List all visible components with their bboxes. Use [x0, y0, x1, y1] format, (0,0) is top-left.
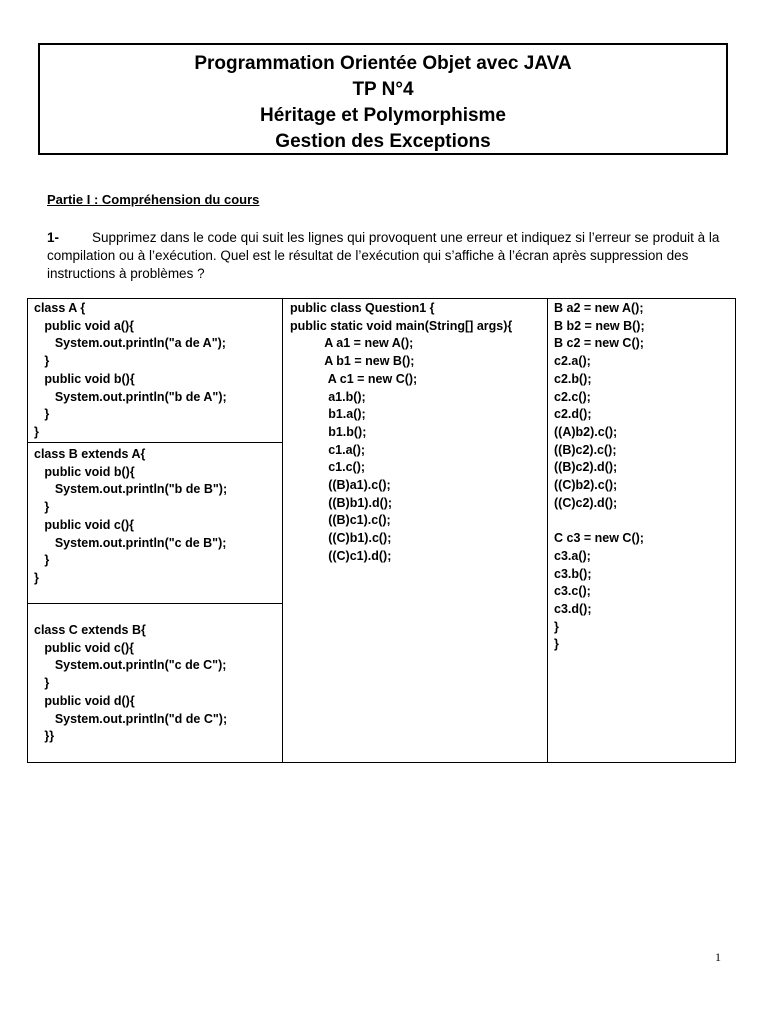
- class-a-cell: [28, 299, 282, 443]
- main-code-part-2: B a2 = new A(); B b2 = new B(); B c2 = new C(); c2.a(); c2.b(); c2.c(); c2.d(); ((A)b2).c(); ((B)c2).c(); ((B)c2).d(); ((C)b2).c(); ((C)c2).d(); C c3 = new C(); c3.a(); c3.b(); c3.c(); c3.d(); } }: [554, 301, 645, 652]
- class-b-code: class B extends A{ public void b(){ System.out.println("b de B"); } public void c(){ System.out.println("c de B"); } }: [34, 447, 228, 585]
- class-c-code: class C extends B{ public void c(){ System.out.println("c de C"); } public void d(){ System.out.println("d de C"); }}: [34, 623, 228, 744]
- title-box: [38, 43, 728, 155]
- class-c-cell: [28, 605, 282, 762]
- class-definitions-column: [28, 299, 283, 762]
- main-code-column-1: [283, 299, 548, 762]
- question-number: 1-: [47, 230, 60, 245]
- page-number: 1: [715, 950, 721, 964]
- section-heading: Partie I : Compréhension du cours: [47, 192, 260, 207]
- question-text: Supprimez dans le code qui suit les lignes qui provoquent une erreur et indiquez si l’erreur se produit à la compilation ou à l’exécution. Quel est le résultat de l’exécution qui s’affiche à l’écran après suppression des instructions à problèmes ?: [47, 230, 720, 281]
- question-1: [47, 229, 737, 283]
- course-title: Programmation Orientée Objet avec JAVA: [194, 53, 572, 74]
- class-a-code: class A { public void a(){ System.out.println("a de A"); } public void b(){ System.out.println("b de A"); } }: [34, 301, 227, 439]
- main-code-part-1: public class Question1 { public static void main(String[] args){ A a1 = new A(); A b1 = new B(); A c1 = new C(); a1.b(); b1.a(); b1.b(); c1.a(); c1.c(); ((B)a1).c(); ((B)b1).d(); ((B)c1).c(); ((C)b1).c(); ((C)c1).d();: [290, 301, 513, 563]
- class-b-cell: [28, 444, 282, 604]
- tp-number: TP N°4: [352, 79, 414, 100]
- subtopic-title: Gestion des Exceptions: [275, 131, 491, 152]
- code-table: [27, 298, 736, 763]
- main-code-column-2: [548, 299, 735, 762]
- topic-title: Héritage et Polymorphisme: [259, 105, 507, 126]
